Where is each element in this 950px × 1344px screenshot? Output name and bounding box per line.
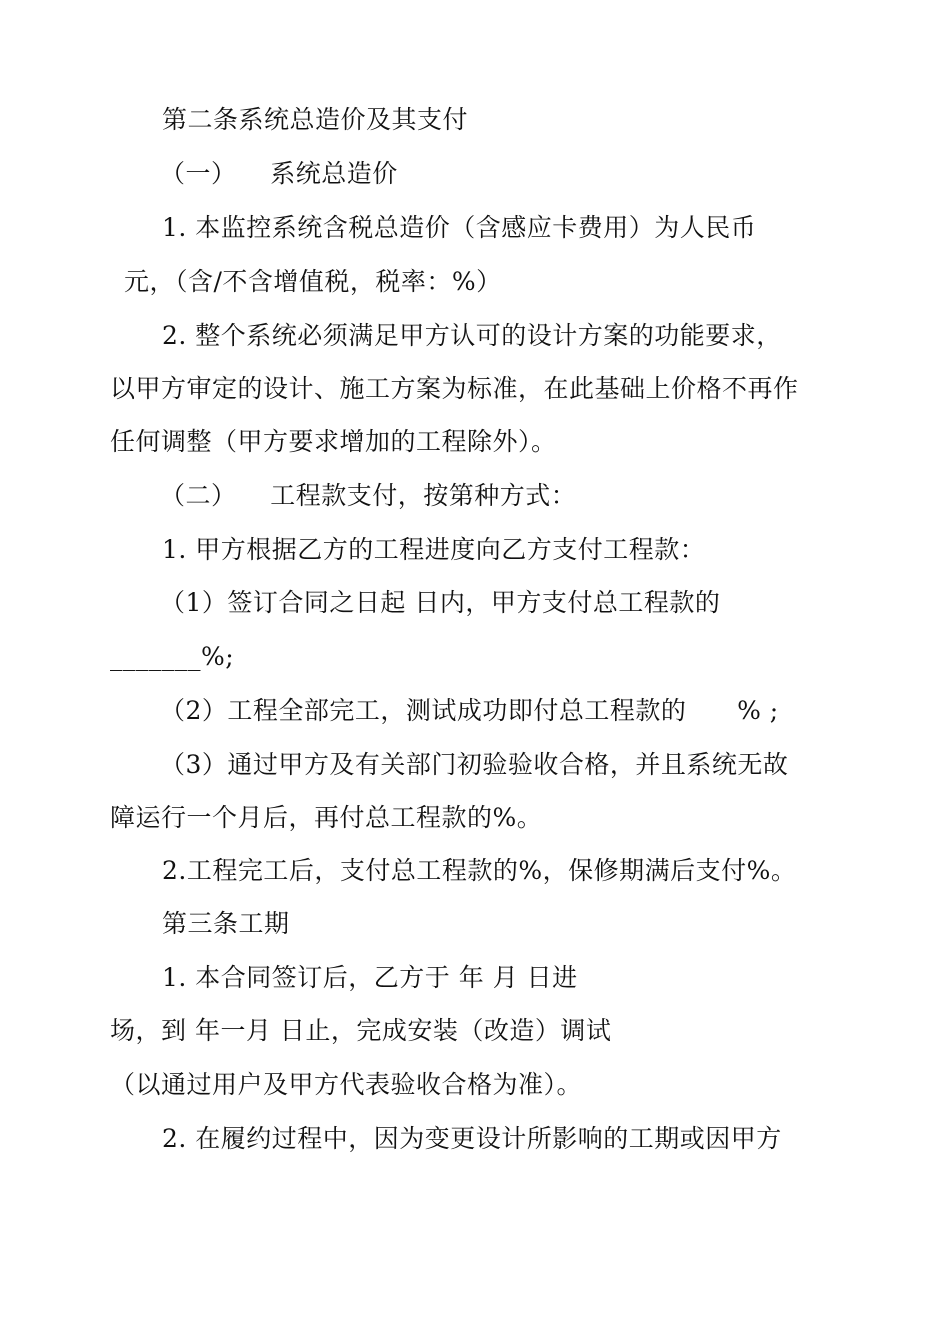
paragraph-line: 2. 在履约过程中，因为变更设计所影响的工期或因甲方 xyxy=(162,1124,782,1153)
paragraph-line: 1. 甲方根据乙方的工程进度向乙方支付工程款： xyxy=(162,535,706,564)
section-2-heading: （二） 工程款支付，按第种方式： xyxy=(160,481,577,510)
paragraph-line: （2）工程全部完工，测试成功即付总工程款的 % ; xyxy=(160,696,779,725)
paragraph-line: （1）签订合同之日起 日内，甲方支付总工程款的 xyxy=(160,588,721,617)
paragraph-line: _______%; xyxy=(110,642,235,671)
section-1-heading: （一） 系统总造价 xyxy=(160,159,398,188)
paragraph-line: 任何调整（甲方要求增加的工程除外）。 xyxy=(110,427,557,456)
paragraph-line: （以通过用户及甲方代表验收合格为准）。 xyxy=(110,1070,583,1099)
paragraph-line: （3）通过甲方及有关部门初验验收合格，并且系统无故 xyxy=(160,750,789,779)
paragraph-line: 障运行一个月后，再付总工程款的%。 xyxy=(110,803,543,832)
paragraph-line: 1. 本监控系统含税总造价（含感应卡费用）为人民币 xyxy=(162,213,757,242)
paragraph-line: 元，（含/不含增值税，税率：%） xyxy=(124,267,502,296)
paragraph-line: 1. 本合同签订后，乙方于 年 月 日进 xyxy=(162,963,578,992)
paragraph-line: 场，到 年一月 日止，完成安装（改造）调试 xyxy=(110,1016,612,1045)
paragraph-line: 2. 整个系统必须满足甲方认可的设计方案的功能要求， xyxy=(162,321,782,350)
paragraph-line: 2.工程完工后，支付总工程款的%，保修期满后支付%。 xyxy=(162,856,797,885)
article-2-heading: 第二条系统总造价及其支付 xyxy=(162,105,469,134)
article-3-heading: 第三条工期 xyxy=(162,909,290,938)
paragraph-line: 以甲方审定的设计、施工方案为标准，在此基础上价格不再作 xyxy=(110,374,799,403)
